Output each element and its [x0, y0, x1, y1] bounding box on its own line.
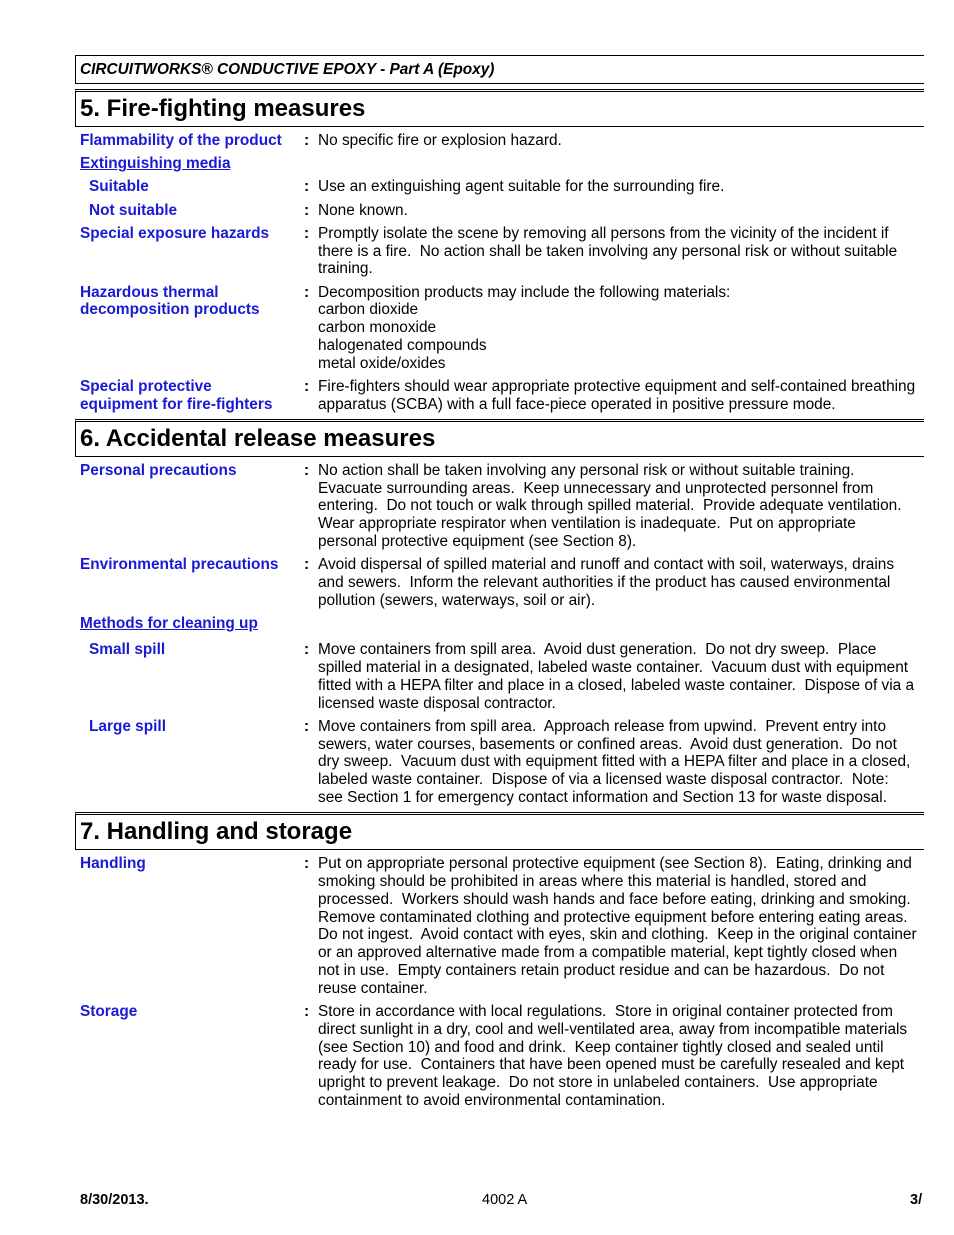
- not-suitable-row: [80, 202, 924, 220]
- special-exposure-hazards-value: [318, 225, 924, 278]
- value-line: pollution (sewers, waterways, soil or air).: [318, 591, 596, 609]
- separator-colon: :: [304, 132, 310, 149]
- flammability-row: [80, 132, 924, 150]
- value-line: No action shall be taken involving any personal risk or without suitable training.: [318, 461, 855, 479]
- separator-colon: :: [304, 556, 310, 574]
- footer-product-code: 4002 A: [482, 1192, 528, 1208]
- handling-value: [318, 855, 924, 997]
- value-line: sewers, water courses, basements or confined areas. Avoid dust generation. Do not: [318, 735, 897, 753]
- section-title: 5. Fire-fighting measures: [80, 95, 366, 122]
- value-line: Evacuate surrounding areas. Keep unnecessary and unprotected personnel from: [318, 479, 874, 497]
- separator-colon: :: [304, 641, 310, 659]
- extinguishing-media-row: [80, 155, 924, 173]
- value-line: Decomposition products may include the following materials:: [318, 283, 731, 301]
- section-heading: [75, 812, 924, 850]
- storage-value: [318, 1003, 924, 1110]
- flammability-label: Flammability of the product: [80, 132, 282, 149]
- section-fire-fighting: [75, 89, 924, 414]
- document-body: [75, 55, 924, 1115]
- value-line: entering. Do not touch or walk through spilled material. Provide adequate ventilation.: [318, 497, 902, 515]
- value-line: direct sunlight in a dry, cool and well-ventilated area, away from incompatible materials: [318, 1020, 908, 1038]
- special-exposure-hazards-label: Special exposure hazards: [80, 224, 270, 242]
- large-spill-row: [80, 718, 924, 807]
- section-rows: [75, 457, 924, 807]
- protective-equipment-row: [80, 378, 924, 414]
- decomposition-products-label: Hazardous thermal decomposition products: [80, 283, 260, 319]
- value-line: reuse container.: [318, 979, 428, 997]
- value-line: Do not ingest. Avoid contact with eyes, skin and clothing. Keep in the original container: [318, 926, 917, 944]
- section-accidental-release: [75, 419, 924, 807]
- footer-date: 8/30/2013.: [80, 1192, 149, 1208]
- footer-page-number: 3/: [910, 1192, 923, 1208]
- value-line: Fire-fighters should wear appropriate protective equipment and self-contained breathing: [318, 377, 916, 395]
- value-line: containment to avoid environmental contamination.: [318, 1091, 666, 1109]
- value-line: upright to prevent leakage. Do not store in unlabeled containers. Use appropriate: [318, 1074, 878, 1092]
- large-spill-value: [318, 718, 924, 807]
- separator-colon: :: [304, 717, 310, 735]
- suitable-value: [318, 178, 924, 196]
- value-line: Remove contaminated clothing and protective equipment before entering eating areas.: [318, 908, 908, 926]
- value-line: No specific fire or explosion hazard.: [318, 132, 562, 149]
- section-heading: [75, 419, 924, 457]
- value-line: licensed waste disposal contractor.: [318, 694, 556, 712]
- value-line: not in use. Empty containers retain product residue and can be hazardous. Do not: [318, 961, 885, 979]
- small-spill-value: [318, 641, 924, 712]
- value-line: Move containers from spill area. Avoid dust generation. Do not dry sweep. Place: [318, 641, 877, 659]
- value-line: (see Section 10) and food and drink. Keep container tightly closed and sealed until: [318, 1038, 884, 1056]
- value-line: carbon dioxide: [318, 301, 419, 319]
- value-line: spilled material in a designated, labeled waste container. Vacuum dust with equipment: [318, 659, 909, 677]
- extinguishing-media-heading: Extinguishing media: [80, 155, 231, 173]
- value-line: Promptly isolate the scene by removing all persons from the vicinity of the incident if: [318, 224, 889, 242]
- not-suitable-label: Not suitable: [89, 201, 178, 219]
- suitable-row: [80, 178, 924, 196]
- value-line: Use an extinguishing agent suitable for the surrounding fire.: [318, 178, 725, 196]
- personal-precautions-row: [80, 462, 924, 551]
- flammability-value: [318, 132, 924, 150]
- value-line: ready for use. Containers that have been opened must be carefully resealed and kept: [318, 1056, 905, 1074]
- value-line: personal protective equipment (see Section 8).: [318, 533, 637, 551]
- value-line: carbon monoxide: [318, 319, 437, 337]
- value-line: see Section 1 for emergency contact information and Section 13 for waste disposal.: [318, 789, 887, 806]
- separator-colon: :: [304, 201, 310, 219]
- suitable-label: Suitable: [89, 178, 149, 196]
- value-line: labeled waste container. Dispose of via a licensed waste disposal contractor. Note:: [318, 771, 889, 789]
- handling-row: [80, 855, 924, 997]
- value-line: and sewers. Inform the relevant authorities if the product has caused environmental: [318, 574, 891, 592]
- value-line: Avoid dispersal of spilled material and runoff and contact with soil, waterways, drains: [318, 556, 895, 574]
- separator-colon: :: [304, 283, 310, 301]
- separator-colon: :: [304, 224, 310, 242]
- separator-colon: :: [304, 178, 310, 196]
- separator-colon: :: [304, 855, 310, 873]
- section-title: 7. Handling and storage: [80, 818, 353, 846]
- cleaning-methods-heading: Methods for cleaning up: [80, 615, 258, 633]
- section-handling-storage: [75, 812, 924, 1110]
- section-rows: [75, 127, 924, 414]
- value-line: apparatus (SCBA) with a full face-piece operated in positive pressure mode.: [318, 395, 836, 413]
- handling-label: Handling: [80, 855, 146, 873]
- personal-precautions-value: [318, 462, 924, 551]
- section-heading: [75, 89, 924, 127]
- environmental-precautions-value: [318, 556, 924, 609]
- value-line: None known.: [318, 201, 408, 219]
- large-spill-label: Large spill: [89, 717, 166, 735]
- small-spill-label: Small spill: [89, 641, 166, 659]
- value-line: or an approved alternative made from a compatible material, kept tightly closed when: [318, 944, 898, 962]
- separator-colon: :: [304, 461, 310, 479]
- protective-equipment-label: Special protective equipment for fire-fighters: [80, 377, 273, 413]
- section-rows: [75, 850, 924, 1110]
- value-line: Move containers from spill area. Approach release from upwind. Prevent entry into: [318, 717, 887, 735]
- value-line: metal oxide/oxides: [318, 354, 446, 372]
- environmental-precautions-row: [80, 556, 924, 609]
- value-line: Put on appropriate personal protective equipment (see Section 8). Eating, drinking and: [318, 855, 912, 873]
- document-header: [75, 55, 924, 84]
- value-line: training.: [318, 260, 373, 278]
- small-spill-row: [80, 641, 924, 712]
- protective-equipment-value: [318, 378, 924, 414]
- cleaning-methods-row: [80, 615, 924, 633]
- value-line: Store in accordance with local regulations. Store in original container protected from: [318, 1002, 893, 1020]
- personal-precautions-label: Personal precautions: [80, 461, 237, 479]
- value-line: smoking should be prohibited in areas where this material is handled, stored and: [318, 872, 867, 890]
- section-title: 6. Accidental release measures: [80, 424, 436, 452]
- storage-row: [80, 1003, 924, 1110]
- environmental-precautions-label: Environmental precautions: [80, 556, 279, 574]
- value-line: fitted with a HEPA filter and place in a closed, labeled waste container. Dispose of via a: [318, 676, 915, 694]
- value-line: Wear appropriate respirator when ventilation is inadequate. Put on appropriate: [318, 515, 856, 533]
- decomposition-products-value: [318, 284, 924, 373]
- value-line: dry sweep. Vacuum dust with equipment fitted with a HEPA filter and place in a closed,: [318, 753, 911, 771]
- storage-label: Storage: [80, 1002, 138, 1020]
- separator-colon: :: [304, 1002, 310, 1020]
- special-exposure-hazards-row: [80, 225, 924, 278]
- product-title: CIRCUITWORKS® CONDUCTIVE EPOXY - Part A (Epoxy): [80, 61, 495, 78]
- value-line: there is a fire. No action shall be taken involving any personal risk or without suitable: [318, 242, 898, 260]
- separator-colon: :: [304, 377, 310, 395]
- decomposition-products-row: [80, 284, 924, 373]
- value-line: halogenated compounds: [318, 336, 487, 354]
- not-suitable-value: [318, 202, 924, 220]
- value-line: processed. Workers should wash hands and face before eating, drinking and smoking.: [318, 890, 911, 908]
